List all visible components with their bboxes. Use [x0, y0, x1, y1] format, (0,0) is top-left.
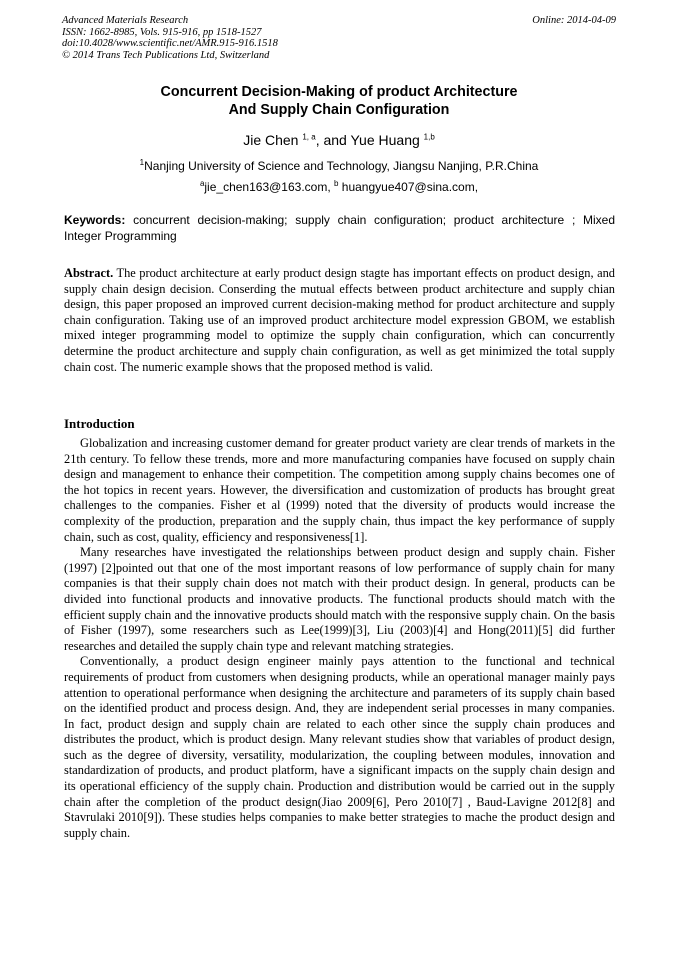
author-affiliation-mark: 1,b	[423, 132, 435, 142]
affiliation	[62, 158, 616, 174]
title-line-1: Concurrent Decision-Making of product Architecture	[160, 84, 518, 100]
journal-header	[62, 15, 616, 61]
author-affiliation-mark: 1, a	[302, 132, 316, 142]
affiliation-text: Nanjing University of Science and Technology, Jiangsu Nanjing, P.R.China	[144, 159, 539, 173]
paragraph: Many researches have investigated the relationships between product design and supply chain. Fisher (1997) [2]pointed out that one of the most important reasons of low performance of supply chain for many companies is that their supply chain does not match with their product design. In general, products can be divided into functional products and innovative products. The functional products should match with the efficient supply chain and the innovative products should match with the responsive supply chain. On the basis of Fisher (1997), some researchers such as Lee(1999)[3], Liu (2003)[4] and Hong(2011)[5] did further researches and detailed the supply chain type and relevant matching strategies.	[64, 545, 615, 653]
author-separator: , and	[315, 132, 351, 148]
paper-title	[62, 83, 616, 119]
email-link[interactable]: jie_chen163@163.com,	[204, 180, 334, 194]
author-list	[62, 131, 616, 149]
author-emails	[62, 179, 616, 195]
affiliation-mark: 1	[139, 158, 145, 167]
abstract-label: Abstract.	[64, 266, 114, 280]
journal-name: Advanced Materials Research	[62, 15, 189, 26]
copyright-line: © 2014 Trans Tech Publications Ltd, Switzerland	[62, 49, 270, 61]
abstract-section	[64, 266, 615, 375]
doi-line: doi:10.4028/www.scientific.net/AMR.915-916.1518	[62, 38, 278, 50]
introduction-section	[64, 436, 615, 841]
section-heading: Introduction	[64, 416, 135, 431]
author-name: Jie Chen	[243, 132, 299, 148]
abstract-text: The product architecture at early product design stagte has important effects on product design, and supply chain design decision. Conserding the mutual effects between product architecture and supply chian design, this paper proposed an improved current decision-making method for product architecture and supply chain configuration. Taking use of an improved product architecture model expression GBOM, we establish mixed integer programming model to optimize the supply chain configuration, which can concurrently determine the product architecture and supply chain configuration, as well as get minimized the total supply chain cost. The numeric example shows that the proposed method is valid.	[64, 266, 615, 374]
email-link[interactable]: huangyue407@sina.com,	[338, 180, 479, 194]
email-mark: a	[199, 179, 205, 188]
paragraph: Globalization and increasing customer demand for greater product variety are clear trends of markets in the 21th century. To fellow these trends, more and more manufacturing companies have focused on supply chain design and management to enhance their competition. The competition among supply chains becomes one of the hot topics in recent years. However, the diversification and customization of products has brought great challenges to the companies. Fisher et al (1999) noted that the diversity of products would increase the complexity of the production, preparation and the supply chain, thus impact the key performance of supply chain, such as cost, quality, efficiency and responsiveness[1].	[64, 436, 615, 544]
online-date: Online: 2014-04-09	[532, 15, 616, 26]
issn-line: ISSN: 1662-8985, Vols. 915-916, pp 1518-1527	[62, 26, 262, 38]
keywords-text: concurrent decision-making; supply chain configuration; product architecture ; Mixed Integer Programming	[64, 213, 615, 243]
title-line-2: And Supply Chain Configuration	[228, 102, 450, 118]
email-mark: b	[334, 179, 339, 188]
paragraph: Conventionally, a product design engineer mainly pays attention to the functional and technical requirements of product from customers when designing products, while an operational manager mainly pays attention to operational performance when designing the architecture and parameters of its supply chain based on the identified product and process design. And, they are independent serial processes in many companies. In fact, product design and supply chain are related to each other since the supply chain produces and distributes the product, which is product design. Many relevant studies show that variables of product design, such as the degree of diversity, versatility, modularization, the coupling between modules, innovation and standardization of products, and product platform, have a significant impacts on the supply chain design and its operational efficiency of the supply chain. Production and distribution would be carried out in the supply chain after the completion of the product design(Jiao 2009[6], Pero 2010[7] , Baud-Lavigne 2012[8] and Stavrulaki 2010[9]). These studies helps companies to make better strategies to mache the product design and supply chain.	[64, 654, 615, 840]
keywords-section	[64, 213, 615, 244]
keywords-label: Keywords:	[64, 213, 126, 227]
author-name: Yue Huang	[350, 132, 420, 148]
